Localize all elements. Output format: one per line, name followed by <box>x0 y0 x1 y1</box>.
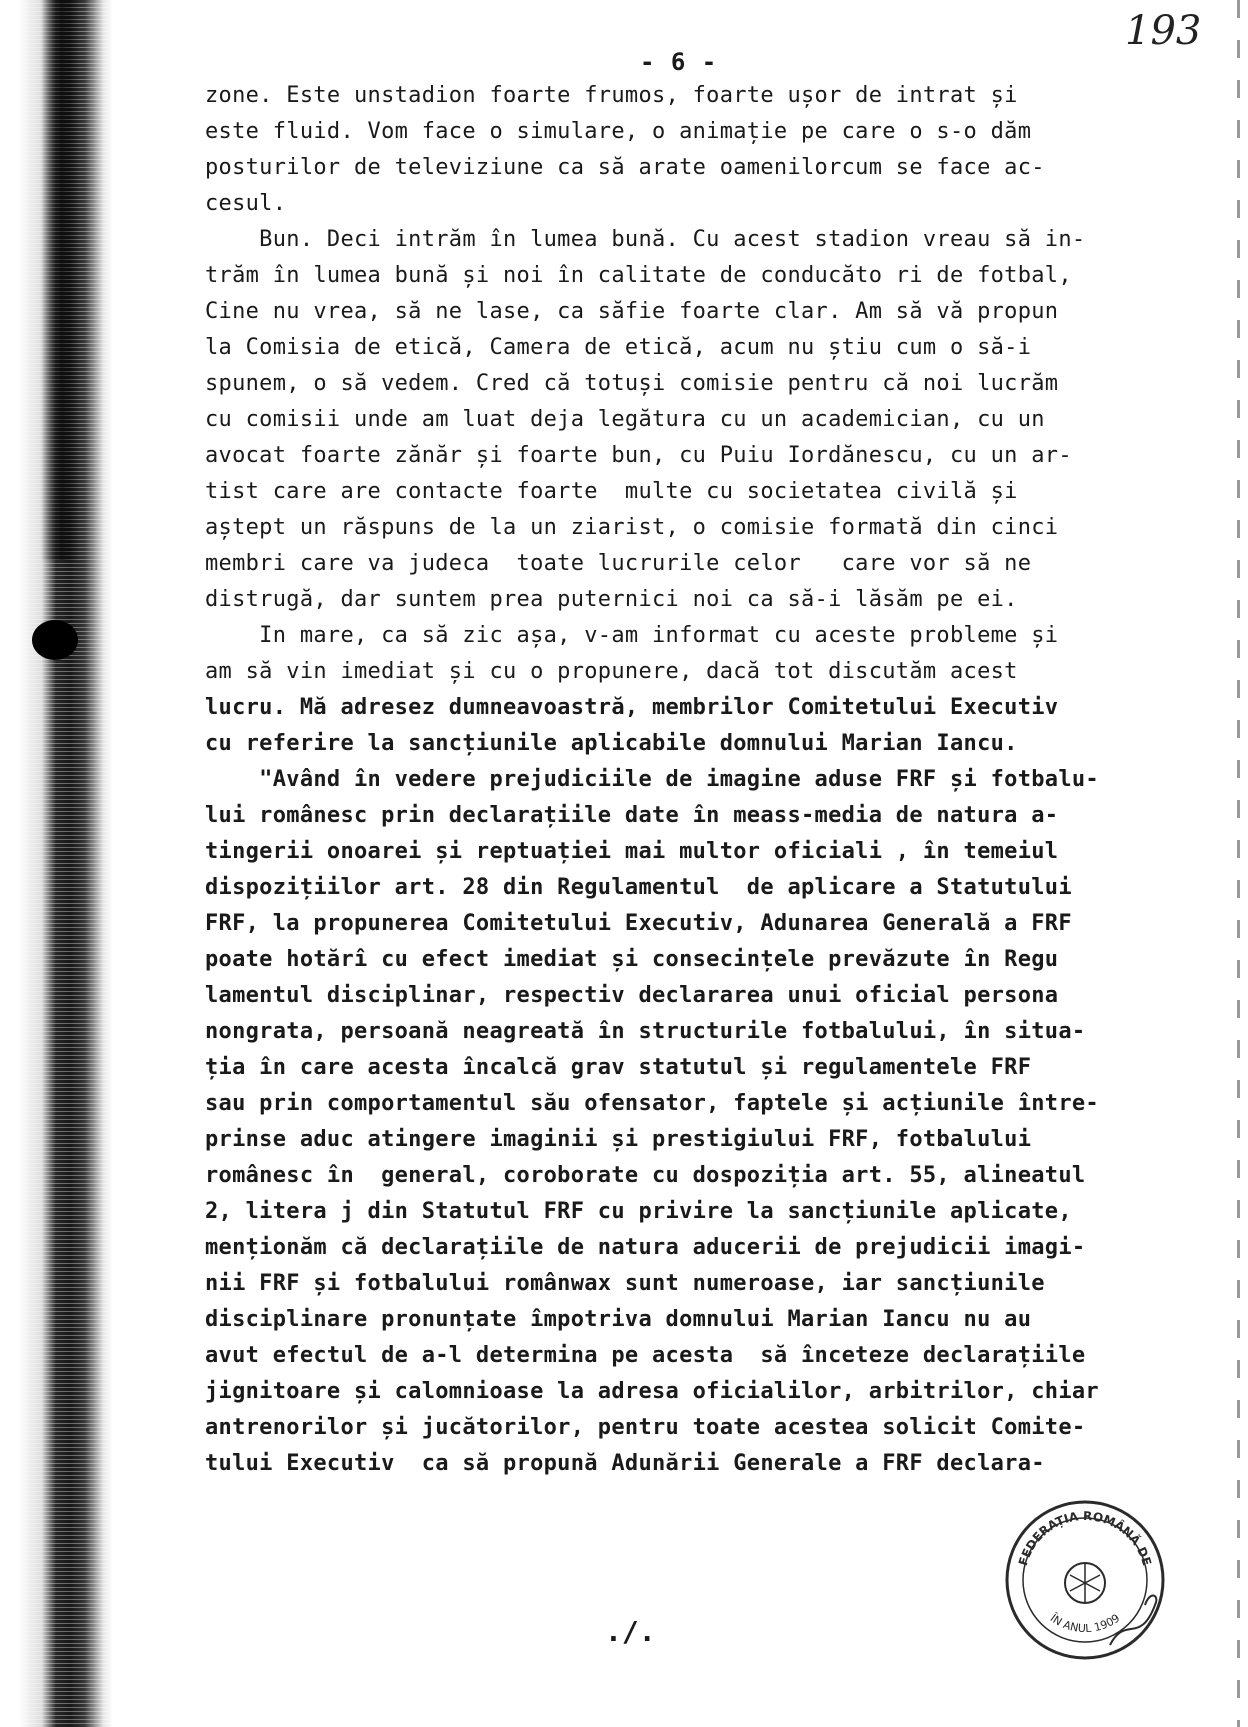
text-line: nongrata, persoană neagreată în structurile fotbalului, în situa- <box>205 1019 1086 1044</box>
text-line: românesc în general, coroborate cu dospoziția art. 55, alineatul <box>205 1163 1086 1188</box>
text-line: 2, litera j din Statutul FRF cu privire la sancțiunile aplicate, <box>205 1199 1072 1224</box>
svg-text:ÎN ANUL 1909 <box>1047 1611 1122 1635</box>
federation-stamp <box>1000 1495 1170 1665</box>
text-line: sau prin comportamentul său ofensator, faptele și acțiunile între- <box>205 1091 1099 1116</box>
text-line: antrenorilor și jucătorilor, pentru toate acestea solicit Comite- <box>205 1415 1086 1440</box>
text-line: menționăm că declarațiile de natura aducerii de prejudicii imagi- <box>205 1235 1086 1260</box>
stamp-bottom-text: ÎN ANUL 1909 <box>1047 1611 1123 1636</box>
text-line: FRF, la propunerea Comitetului Executiv, Adunarea Generală a FRF <box>205 911 1072 936</box>
text-line: tingerii onoarei și reptuației mai multor oficiali , în temeiul <box>205 839 1059 864</box>
text-line: tist care are contacte foarte multe cu societatea civilă și <box>205 479 1018 504</box>
text-line: este fluid. Vom face o simulare, o animație pe care o s-o dăm <box>205 119 1032 144</box>
text-line: lui românesc prin declarațiile date în meass-media de natura a- <box>205 803 1059 828</box>
scan-right-edge <box>1237 0 1240 1727</box>
continuation-mark: ./. <box>605 1615 656 1648</box>
text-line: lucru. Mă adresez dumneavoastră, membrilor Comitetului Executiv <box>205 695 1059 720</box>
text-line: cesul. <box>205 191 287 216</box>
text-line: nii FRF și fotbalului românwax sunt numeroase, iar sancțiunile <box>205 1271 1045 1296</box>
text-line: distrugă, dar suntem prea puternici noi ca să-i lăsăm pe ei. <box>205 587 1018 612</box>
text-line: am să vin imediat și cu o propunere, dacă tot discutăm acest <box>205 659 1018 684</box>
text-line: posturilor de televiziune ca să arate oamenilorcum se face ac- <box>205 155 1045 180</box>
document-body <box>205 78 1195 1482</box>
text-line: prinse aduc atingere imaginii și prestigiului FRF, fotbalului <box>205 1127 1032 1152</box>
folio-number: 193 <box>1125 8 1202 54</box>
text-line: cu comisii unde am luat deja legătura cu un academician, cu un <box>205 407 1045 432</box>
text-line: jignitoare și calomnioase la adresa oficialilor, arbitrilor, chiar <box>205 1379 1099 1404</box>
text-line: cu referire la sancțiunile aplicabile domnului Marian Iancu. <box>205 731 1018 756</box>
text-line: In mare, ca să zic așa, v-am informat cu aceste probleme și <box>205 623 1059 648</box>
text-line: poate hotărî cu efect imediat și consecințele prevăzute în Regu <box>205 947 1059 972</box>
punch-hole <box>32 620 78 660</box>
text-line: trăm în lumea bună și noi în calitate de conducăto ri de fotbal, <box>205 263 1072 288</box>
text-line: avut efectul de a-l determina pe acesta să înceteze declarațiile <box>205 1343 1086 1368</box>
text-line: dispozițiilor art. 28 din Regulamentul de aplicare a Statutului <box>205 875 1072 900</box>
text-line: Cine nu vrea, să ne lase, ca săfie foarte clar. Am să vă propun <box>205 299 1059 324</box>
text-line: membri care va judeca toate lucrurile celor care vor să ne <box>205 551 1032 576</box>
text-line: spunem, o să vedem. Cred că totuși comisie pentru că noi lucrăm <box>205 371 1059 396</box>
text-line: la Comisia de etică, Camera de etică, acum nu știu cum o să-i <box>205 335 1032 360</box>
text-line: disciplinare pronunțate împotriva domnului Marian Iancu nu au <box>205 1307 1032 1332</box>
text-line: aștept un răspuns de la un ziarist, o comisie formată din cinci <box>205 515 1059 540</box>
page-number: - 6 - <box>640 48 718 76</box>
text-line: Bun. Deci intrăm în lumea bună. Cu acest stadion vreau să in- <box>205 227 1086 252</box>
text-line: "Având în vedere prejudiciile de imagine aduse FRF și fotbalu- <box>205 767 1099 792</box>
text-line: avocat foarte zănăr și foarte bun, cu Puiu Iordănescu, cu un ar- <box>205 443 1072 468</box>
stamp-top-text: FEDERAȚIA ROMÂNĂ DE <box>1015 1508 1155 1568</box>
text-line: tului Executiv ca să propună Adunării Generale a FRF declara- <box>205 1451 1045 1476</box>
text-line: zone. Este unstadion foarte frumos, foarte ușor de intrat și <box>205 83 1018 108</box>
text-line: ția în care acesta încalcă grav statutul și regulamentele FRF <box>205 1055 1032 1080</box>
scan-binding-line <box>40 0 80 560</box>
text-line: lamentul disciplinar, respectiv declararea unui oficial persona <box>205 983 1059 1008</box>
